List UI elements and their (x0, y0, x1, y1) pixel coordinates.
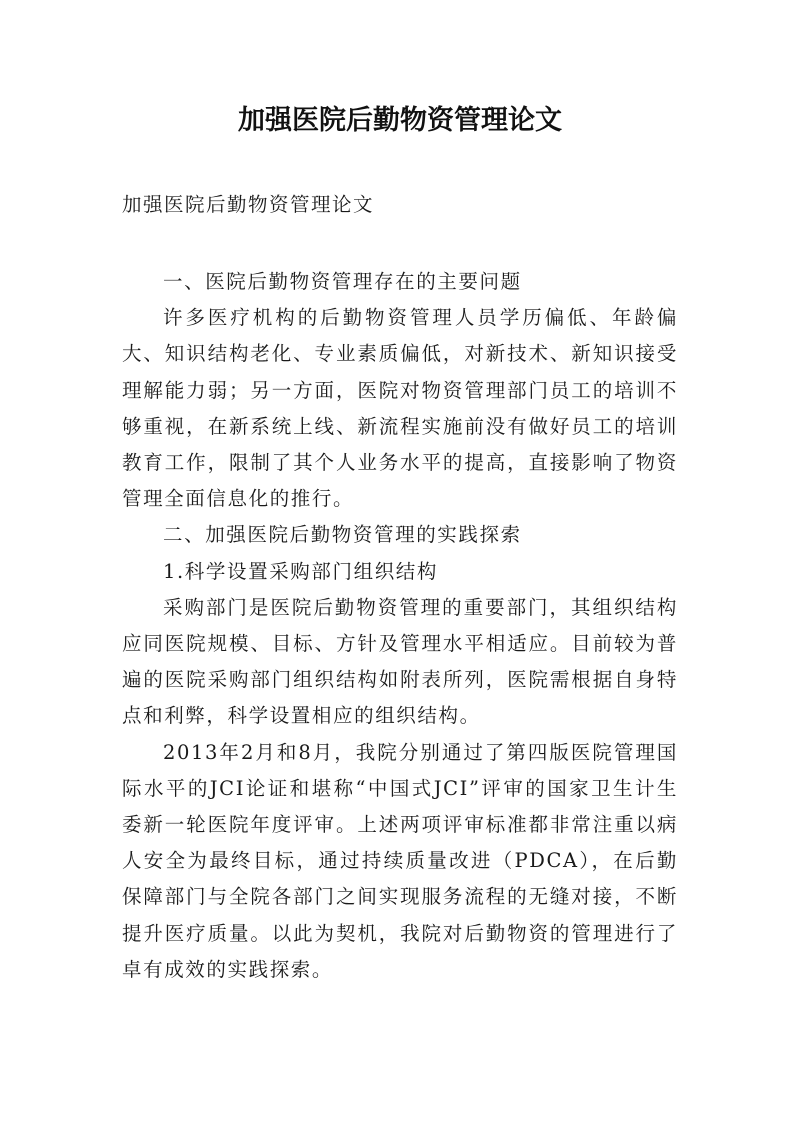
paragraph-problems: 许多医疗机构的后勤物资管理人员学历偏低、年龄偏大、知识结构老化、专业素质偏低，对新技术、新知识接受理解能力弱；另一方面，医院对物资管理部门员工的培训不够重视，在新系统上线、新流程实施前没有做好员工的培训教育工作，限制了其个人业务水平的提高，直接影响了物资管理全面信息化的推行。 (122, 306, 678, 511)
section-heading-1: 一、医院后勤物资管理存在的主要问题 (163, 270, 522, 293)
paragraph-procurement: 采购部门是医院后勤物资管理的重要部门，其组织结构应同医院规模、目标、方针及管理水平相适应。目前较为普遍的医院采购部门组织结构如附表所列，医院需根据自身特点和利弊，科学设置相应的组织结构。 (122, 595, 678, 728)
document-subtitle: 加强医院后勤物资管理论文 (122, 193, 375, 216)
document-title: 加强医院后勤物资管理论文 (238, 105, 562, 136)
paragraph-jci: 2013年2月和8月，我院分别通过了第四版医院管理国际水平的JCI论证和堪称“中国式JCI”评审的国家卫生计生委新一轮医院年度评审。上述两项评审标准都非常注重以病人安全为最终目标，通过持续质量改进（PDCA），在后勤保障部门与全院各部门之间实现服务流程的无缝对接，不断提升医疗质量。以此为契机，我院对后勤物资的管理进行了卓有成效的实践探索。 (122, 740, 678, 981)
document-body (122, 264, 678, 988)
subsection-heading-1: 1.科学设置采购部门组织结构 (163, 559, 439, 583)
section-heading-2: 二、加强医院后勤物资管理的实践探索 (163, 523, 522, 547)
